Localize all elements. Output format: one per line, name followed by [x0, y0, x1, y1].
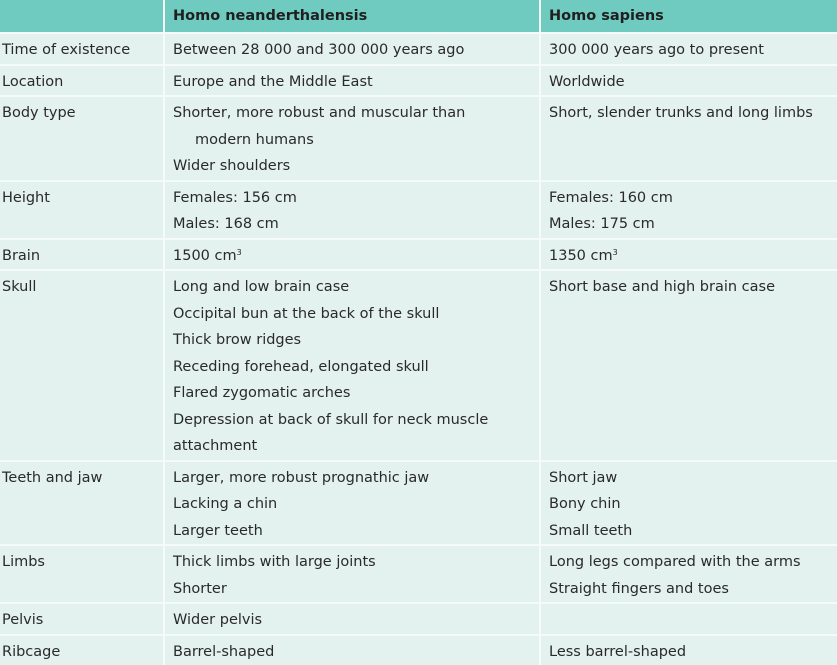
- cell-line: Lacking a chin: [173, 491, 539, 518]
- feature-cell: [0, 181, 164, 239]
- feature-label: Body type: [2, 100, 163, 127]
- cell-line: Bony chin: [549, 491, 837, 518]
- table-row: [0, 239, 837, 271]
- feature-label: Location: [2, 69, 163, 96]
- cell-line: Thick limbs with large joints: [173, 549, 539, 576]
- neanderthal-cell: [164, 545, 540, 603]
- table-row: [0, 603, 837, 635]
- sapiens-cell: [540, 635, 837, 665]
- sapiens-cell: [540, 96, 837, 181]
- feature-cell: [0, 545, 164, 603]
- sapiens-cell: [540, 603, 837, 635]
- cell-line: Males: 175 cm: [549, 211, 837, 238]
- table-row: [0, 270, 837, 461]
- cell-line: Females: 160 cm: [549, 185, 837, 212]
- cell-line: Straight fingers and toes: [549, 576, 837, 603]
- cell-line: Larger teeth: [173, 518, 539, 545]
- header-row: [0, 0, 837, 33]
- table-row: [0, 635, 837, 665]
- feature-cell: [0, 461, 164, 546]
- table-row: [0, 65, 837, 97]
- feature-cell: [0, 603, 164, 635]
- cell-line: Shorter: [173, 576, 539, 603]
- cell-line: Thick brow ridges: [173, 327, 539, 354]
- neanderthal-cell: [164, 181, 540, 239]
- neanderthal-cell: [164, 33, 540, 65]
- feature-cell: [0, 635, 164, 665]
- header-sapiens: Homo sapiens: [540, 0, 837, 33]
- table-row: [0, 545, 837, 603]
- sapiens-cell: [540, 181, 837, 239]
- cell-line: Short, slender trunks and long limbs: [549, 100, 837, 127]
- feature-cell: [0, 96, 164, 181]
- feature-label: Height: [2, 185, 163, 212]
- feature-label: Brain: [2, 243, 163, 270]
- feature-cell: [0, 270, 164, 461]
- superscript: 3: [613, 248, 618, 257]
- feature-cell: [0, 33, 164, 65]
- feature-label: Teeth and jaw: [2, 465, 163, 492]
- cell-line: Less barrel-shaped: [549, 639, 837, 665]
- header-feature: [0, 0, 164, 33]
- cell-line: Larger, more robust prognathic jaw: [173, 465, 539, 492]
- table-row: [0, 33, 837, 65]
- feature-cell: [0, 239, 164, 271]
- cell-line: 300 000 years ago to present: [549, 37, 837, 64]
- neanderthal-cell: [164, 635, 540, 665]
- cell-line: Females: 156 cm: [173, 185, 539, 212]
- cell-line: Flared zygomatic arches: [173, 380, 539, 407]
- table-row: [0, 461, 837, 546]
- neanderthal-cell: [164, 65, 540, 97]
- feature-label: Skull: [2, 274, 163, 301]
- sapiens-cell: [540, 239, 837, 271]
- superscript: 3: [237, 248, 242, 257]
- neanderthal-cell: [164, 239, 540, 271]
- sapiens-cell: [540, 461, 837, 546]
- feature-cell: [0, 65, 164, 97]
- header-neanderthal: Homo neanderthalensis: [164, 0, 540, 33]
- cell-line: Between 28 000 and 300 000 years ago: [173, 37, 539, 64]
- cell-line: attachment: [173, 433, 539, 460]
- brain-volume: 1500 cm: [173, 248, 237, 264]
- cell-line: Shorter, more robust and muscular than: [173, 100, 539, 127]
- cell-line: Depression at back of skull for neck muscle: [173, 407, 539, 434]
- neanderthal-cell: [164, 96, 540, 181]
- feature-label: Pelvis: [2, 607, 163, 634]
- brain-volume: 1350 cm: [549, 248, 613, 264]
- sapiens-cell: [540, 270, 837, 461]
- sapiens-cell: [540, 65, 837, 97]
- cell-line: Long legs compared with the arms: [549, 549, 837, 576]
- cell-line: Short jaw: [549, 465, 837, 492]
- cell-line: modern humans: [173, 127, 539, 154]
- neanderthal-cell: [164, 270, 540, 461]
- cell-line: Wider pelvis: [173, 607, 539, 634]
- feature-label: Limbs: [2, 549, 163, 576]
- cell-line: Males: 168 cm: [173, 211, 539, 238]
- neanderthal-cell: [164, 603, 540, 635]
- sapiens-cell: [540, 33, 837, 65]
- cell-line: Wider shoulders: [173, 153, 539, 180]
- table-row: [0, 181, 837, 239]
- table-row: [0, 96, 837, 181]
- cell-line: Worldwide: [549, 69, 837, 96]
- neanderthal-cell: [164, 461, 540, 546]
- cell-line: Short base and high brain case: [549, 274, 837, 301]
- feature-label: Ribcage: [2, 639, 163, 665]
- cell-line: [549, 243, 837, 270]
- cell-line: Long and low brain case: [173, 274, 539, 301]
- cell-line: Receding forehead, elongated skull: [173, 354, 539, 381]
- cell-line: Europe and the Middle East: [173, 69, 539, 96]
- cell-line: Occipital bun at the back of the skull: [173, 301, 539, 328]
- cell-line: Barrel-shaped: [173, 639, 539, 665]
- feature-label: Time of existence: [2, 37, 163, 64]
- sapiens-cell: [540, 545, 837, 603]
- cell-line: [173, 243, 539, 270]
- cell-line: Small teeth: [549, 518, 837, 545]
